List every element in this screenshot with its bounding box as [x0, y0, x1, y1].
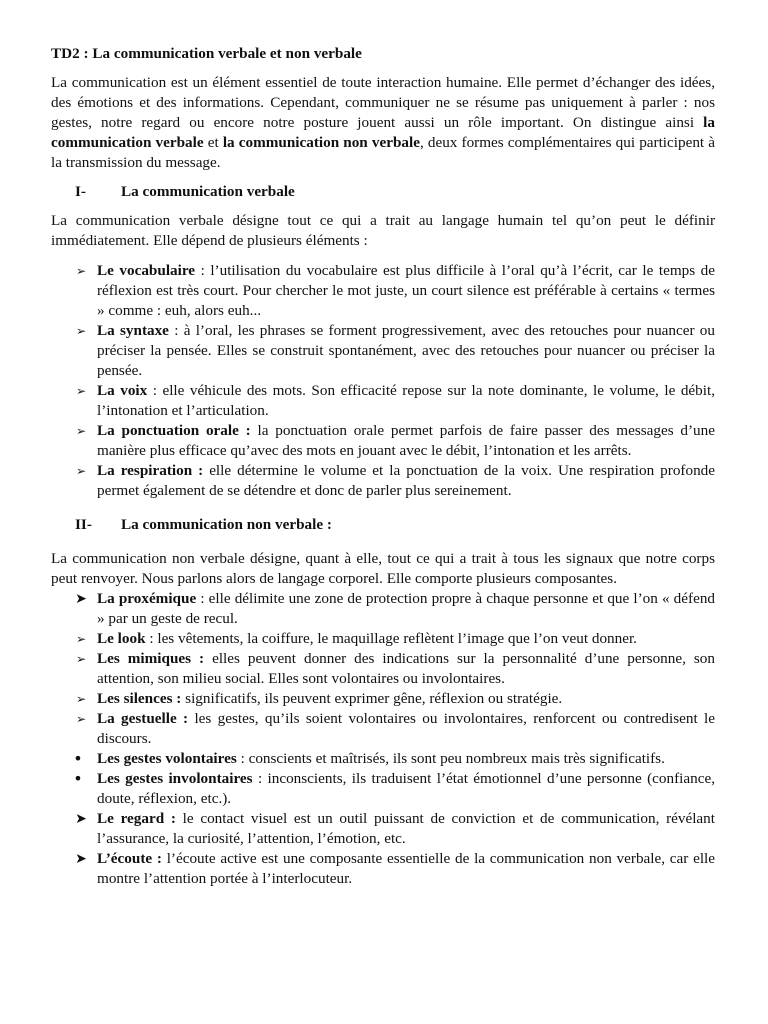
section-heading-1 — [51, 182, 715, 202]
list-item — [51, 649, 715, 689]
section-heading-2 — [51, 515, 715, 535]
item-term: La respiration : — [97, 462, 204, 479]
section2-intro: La communication non verbale désigne, quant à elle, tout ce qui a trait à tous les signaux que notre corps peut renvoyer. Nous parlons alors de langage corporel. Elle comporte plusieurs composantes. — [51, 550, 715, 587]
item-text: les gestes, qu’ils soient volontaires ou involontaires, renforcent ou contredisent le discours. — [97, 710, 715, 747]
arrow-bullet-icon: ➢ — [75, 692, 87, 706]
arrow-bullet-icon: ➢ — [75, 384, 87, 398]
list-item — [51, 421, 715, 461]
arrow-bullet-icon: ➢ — [75, 632, 87, 646]
arrow-bullet-icon: ➤ — [75, 591, 87, 607]
item-text: : elle délimite une zone de protection propre à chaque personne et que l’on « défend » par un geste de recul. — [97, 590, 716, 627]
item-term: Les gestes involontaires — [97, 770, 253, 787]
arrow-bullet-icon: ➢ — [75, 652, 87, 666]
item-term: Le vocabulaire — [97, 262, 196, 279]
list-item — [51, 629, 715, 649]
list-item — [51, 461, 715, 501]
intro-paragraph — [51, 73, 715, 173]
arrow-bullet-icon: ➢ — [75, 424, 87, 438]
arrow-bullet-icon: ➢ — [75, 464, 87, 478]
arrow-bullet-icon: ➢ — [75, 712, 87, 726]
section2-list — [51, 589, 715, 889]
list-item — [51, 769, 715, 809]
item-term: Les mimiques : — [97, 650, 205, 667]
list-item — [51, 689, 715, 709]
list-item — [51, 809, 715, 849]
item-term: Le regard : — [97, 810, 176, 827]
list-item — [51, 749, 715, 769]
item-term: La ponctuation orale : — [97, 422, 251, 439]
item-text: : l’utilisation du vocabulaire est plus difficile à l’oral qu’à l’écrit, car le temps de réflexion est très court. Pour chercher le mot juste, un court silence est préférable à certains « termes » comme : euh, alors euh... — [97, 262, 715, 319]
list-item — [51, 589, 715, 629]
intro-text: La communication est un élément essentiel de toute interaction humaine. Elle permet d’échanger des idées, des émotions et des informations. Cependant, communiquer ne se résume pas uniquement à parler : nos gestes, notre regard ou encore notre posture jouent aussi un rôle important. On distingue ainsi — [51, 74, 715, 131]
list-item — [51, 849, 715, 889]
item-term: Les gestes volontaires — [97, 750, 237, 767]
arrow-bullet-icon: ➢ — [75, 324, 87, 338]
section-title: La communication verbale — [121, 183, 295, 200]
item-text: elle détermine le volume et la ponctuation de la voix. Une respiration profonde permet également de se détendre et donc de parler plus sereinement. — [97, 462, 716, 499]
arrow-bullet-icon: ➤ — [75, 811, 87, 827]
intro-text: et — [203, 134, 223, 151]
item-term: Le look — [97, 630, 146, 647]
item-text: : conscients et maîtrisés, ils sont peu nombreux mais très significatifs. — [236, 750, 665, 767]
intro-term-nonverbal: la communication non verbale — [222, 134, 420, 151]
item-text: le contact visuel est un outil puissant de conviction et de communication, révélant l’assurance, la curiosité, l’attention, l’émotion, etc. — [97, 810, 715, 847]
dot-bullet-icon: • — [73, 749, 83, 768]
item-term: Les silences : — [97, 690, 182, 707]
item-text: : elle véhicule des mots. Son efficacité repose sur la note dominante, le volume, le débit, l’intonation et l’articulation. — [97, 382, 715, 419]
arrow-bullet-icon: ➤ — [75, 851, 87, 867]
item-text: significatifs, ils peuvent exprimer gêne, réflexion ou stratégie. — [181, 690, 563, 707]
item-text: l’écoute active est une composante essentielle de la communication non verbale, car elle montre l’attention portée à l’interlocuteur. — [97, 850, 716, 887]
item-text: : les vêtements, la coiffure, le maquillage reflètent l’image que l’on veut donner. — [145, 630, 637, 647]
item-term: La syntaxe — [97, 322, 169, 339]
item-term: La voix — [97, 382, 148, 399]
document-title: TD2 : La communication verbale et non verbale — [51, 45, 362, 62]
arrow-bullet-icon: ➢ — [75, 264, 87, 278]
item-text: la ponctuation orale permet parfois de faire passer des messages d’une manière plus efficace qu’avec des mots en jouant avec le débit, l’intonation et les arrêts. — [97, 422, 715, 459]
intro-text: , deux formes complémentaires qui participent à la transmission du message. — [51, 134, 715, 171]
section-title: La communication non verbale : — [121, 516, 332, 533]
section1-list — [51, 261, 715, 501]
list-item — [51, 709, 715, 749]
section-number: I- — [75, 183, 86, 200]
item-term: L’écoute : — [97, 850, 162, 867]
section-number: II- — [75, 516, 92, 533]
list-item — [51, 381, 715, 421]
intro-term-verbal: la communication verbale — [51, 114, 715, 151]
dot-bullet-icon: • — [73, 769, 83, 788]
item-text: elles peuvent donner des indications sur la personnalité d’une personne, son attention, son milieu social. Elles sont volontaires ou involontaires. — [97, 650, 715, 687]
list-item — [51, 321, 715, 381]
list-item — [51, 261, 715, 321]
item-term: La gestuelle : — [97, 710, 189, 727]
item-text: : inconscients, ils traduisent l’état émotionnel d’une personne (confiance, doute, réflexion, etc.). — [97, 770, 715, 807]
item-text: : à l’oral, les phrases se forment progressivement, avec des retouches pour nuancer ou préciser la pensée. Elles se construit spontanément, avec des retouches pour nuancer ou préciser la pensée. — [97, 322, 715, 379]
section1-intro: La communication verbale désigne tout ce qui a trait au langage humain tel qu’on peut le définir immédiatement. Elle dépend de plusieurs éléments : — [51, 212, 715, 249]
item-term: La proxémique — [97, 590, 197, 607]
